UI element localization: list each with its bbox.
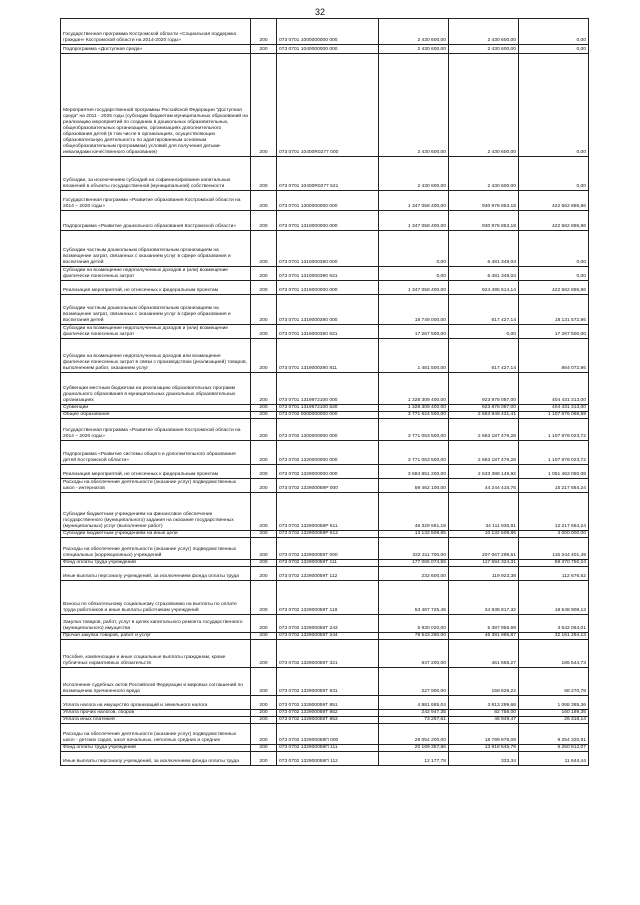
row-unexecuted-cell: 68 270,78 [519, 668, 589, 696]
row-code-cell: 200 [251, 267, 277, 281]
row-name-cell: Государственная программа «Развитие образования Костромской области на 2014 – 2020 годы» [61, 419, 251, 441]
row-approved-cell: 177 065 074,55 [379, 560, 449, 567]
row-approved-cell: 242 947,35 [379, 710, 449, 717]
row-name-cell: Субсидии на возмещение недополученных доходов и (или) возмещение фактически понесенных затрат [61, 325, 251, 339]
row-unexecuted-cell: 160 189,35 [519, 710, 589, 717]
row-code-cell: 200 [251, 633, 277, 640]
row-classification-cell: 073 0701 1310000000 000 [277, 211, 379, 231]
row-executed-cell: 2 663 187 476,28 [449, 419, 519, 441]
row-code-cell: 200 [251, 157, 277, 191]
row-name-cell: Субсидии, за исключением субсидий на софинансирование капитальных вложений в объекты государственной (муниципальной) собственности [61, 157, 251, 191]
row-executed-cell: 2 663 187 476,28 [449, 441, 519, 465]
row-code-cell: 200 [251, 211, 277, 231]
row-code-cell: 200 [251, 717, 277, 724]
table-row [61, 211, 589, 231]
row-code-cell: 200 [251, 567, 277, 581]
table-row [61, 493, 589, 531]
row-unexecuted-cell: 59 370 750,24 [519, 560, 589, 567]
table-row [61, 752, 589, 766]
table-row [61, 412, 589, 419]
table-row [61, 157, 589, 191]
row-code-cell: 200 [251, 493, 277, 531]
row-approved-cell: 227 900,00 [379, 668, 449, 696]
page-number: 32 [314, 7, 325, 17]
row-unexecuted-cell: 3 000 000,00 [519, 531, 589, 538]
row-code-cell: 200 [251, 581, 277, 615]
row-approved-cell: 2 430 600,00 [379, 157, 449, 191]
row-code-cell: 200 [251, 295, 277, 325]
row-code-cell: 200 [251, 668, 277, 696]
row-approved-cell: 12 177,78 [379, 752, 449, 766]
row-unexecuted-cell: 422 562 895,86 [519, 191, 589, 211]
row-code-cell: 200 [251, 560, 277, 567]
row-unexecuted-cell: 17 267 500,00 [519, 325, 589, 339]
row-code-cell: 200 [251, 231, 277, 267]
row-classification-cell: 073 0702 132900059T 243 [277, 615, 379, 633]
row-unexecuted-cell: 422 562 895,86 [519, 281, 589, 295]
row-code-cell: 200 [251, 615, 277, 633]
table-row [61, 373, 589, 405]
row-code-cell: 200 [251, 373, 277, 405]
row-executed-cell: 2 633 388 149,92 [449, 465, 519, 479]
row-executed-cell: 461 655,27 [449, 640, 519, 668]
row-classification-cell: 073 0702 1320000000 000 [277, 441, 379, 465]
row-executed-cell: 207 067 298,51 [449, 538, 519, 560]
row-approved-cell: 0,00 [379, 231, 449, 267]
table-row [61, 640, 589, 668]
row-unexecuted-cell: 18 548 908,13 [519, 581, 589, 615]
table-row [61, 724, 589, 745]
row-unexecuted-cell: 1 107 876 023,72 [519, 441, 589, 465]
table-row [61, 696, 589, 710]
row-code-cell: 200 [251, 531, 277, 538]
row-executed-cell: 18 799 879,09 [449, 724, 519, 745]
row-executed-cell: 923 878 087,00 [449, 405, 519, 412]
row-unexecuted-cell: 0,00 [519, 54, 589, 157]
row-name-cell: Расходы на обеспечение деятельности (оказание услуг) подведомственных школ - интернатов [61, 479, 251, 493]
row-code-cell: 200 [251, 479, 277, 493]
row-unexecuted-cell: 0,00 [519, 45, 589, 54]
row-executed-cell: 2 430 600,00 [449, 157, 519, 191]
row-classification-cell: 073 0701 1319000390 811 [277, 339, 379, 373]
row-approved-cell: 20 169 357,86 [379, 745, 449, 752]
row-classification-cell: 073 0702 132900059T 244 [277, 633, 379, 640]
row-classification-cell: 073 0702 1300000000 000 [277, 419, 379, 441]
row-unexecuted-cell: 3 542 064,01 [519, 615, 589, 633]
row-name-cell: Уплата прочих налогов, сборов [61, 710, 251, 717]
row-name-cell: Фонд оплаты труда учреждений [61, 745, 251, 752]
row-executed-cell: 930 976 853,18 [449, 211, 519, 231]
row-classification-cell: 073 0702 132900059T 111 [277, 560, 379, 567]
row-classification-cell: 073 0702 132900059P 000 [277, 479, 379, 493]
row-approved-cell: 4 881 685,04 [379, 696, 449, 710]
row-name-cell: Уплата иных платежей [61, 717, 251, 724]
row-code-cell: 200 [251, 281, 277, 295]
row-classification-cell: 073 0702 132900059П 000 [277, 724, 379, 745]
row-name-cell: Субсидии бюджетным учреждениям на иные цели [61, 531, 251, 538]
row-unexecuted-cell: 422 562 895,86 [519, 211, 589, 231]
row-approved-cell: 1 347 058 400,00 [379, 191, 449, 211]
row-executed-cell: 333,34 [449, 752, 519, 766]
row-code-cell: 200 [251, 191, 277, 211]
row-classification-cell: 073 0702 132900059T 831 [277, 668, 379, 696]
table-row [61, 339, 589, 373]
row-approved-cell: 73 267,61 [379, 717, 449, 724]
row-name-cell: Субвенции [61, 405, 251, 412]
row-name-cell: Расходы на обеспечение деятельности (оказание услуг) подведомственных школ - детских садов, школ начальных, неполных средних и средних [61, 724, 251, 745]
row-classification-cell: 073 0702 132900059T 852 [277, 710, 379, 717]
row-name-cell: Реализация мероприятий, не отнесенных к федеральным проектам [61, 465, 251, 479]
table-row [61, 281, 589, 295]
row-classification-cell: 073 0701 1319972100 530 [277, 405, 379, 412]
table-row [61, 295, 589, 325]
row-code-cell: 200 [251, 412, 277, 419]
row-executed-cell: 2 430 600,00 [449, 19, 519, 45]
table-row [61, 479, 589, 493]
row-approved-cell: 1 328 309 400,00 [379, 373, 449, 405]
row-executed-cell: 34 111 936,91 [449, 493, 519, 531]
row-approved-cell: 59 462 100,00 [379, 479, 449, 493]
row-executed-cell: 5 387 955,99 [449, 615, 519, 633]
table-row [61, 531, 589, 538]
row-classification-cell: 073 0701 1310000390 000 [277, 231, 379, 267]
row-name-cell: Общее образование [61, 412, 251, 419]
row-code-cell: 200 [251, 710, 277, 717]
row-unexecuted-cell: 0,00 [519, 267, 589, 281]
row-code-cell: 200 [251, 640, 277, 668]
row-executed-cell: 44 244 415,76 [449, 479, 519, 493]
table-row [61, 567, 589, 581]
table-row [61, 419, 589, 441]
row-name-cell: Прочая закупка товаров, работ и услуг [61, 633, 251, 640]
row-approved-cell: 13 132 508,85 [379, 531, 449, 538]
budget-execution-table [60, 18, 589, 766]
row-unexecuted-cell: 0,00 [519, 231, 589, 267]
row-executed-cell: 159 629,22 [449, 668, 519, 696]
row-name-cell: Иные выплаты персоналу учреждений, за исключением фонда оплаты труда [61, 752, 251, 766]
row-classification-cell: 073 0701 1300000000 000 [277, 191, 379, 211]
row-unexecuted-cell: 112 676,62 [519, 567, 589, 581]
row-name-cell: Государственная программа «Развитие образования Костромской области на 2014 – 2020 годы» [61, 191, 251, 211]
row-classification-cell: 073 0701 1319000390 631 [277, 325, 379, 339]
row-name-cell: Расходы на обеспечение деятельности (оказание услуг) подведомственных специальных (коррекционных) учреждений [61, 538, 251, 560]
row-executed-cell: 10 132 508,85 [449, 531, 519, 538]
table-row [61, 710, 589, 717]
table-row [61, 441, 589, 465]
row-code-cell: 200 [251, 752, 277, 766]
row-unexecuted-cell: 12 217 664,24 [519, 493, 589, 531]
table-row [61, 615, 589, 633]
row-name-cell: Исполнение судебных актов Российской Федерации и мировых соглашений по возмещению причиненного вреда [61, 668, 251, 696]
row-classification-cell: 073 0702 132900059T 119 [277, 581, 379, 615]
row-classification-cell: 073 0701 10400R0277 521 [277, 157, 379, 191]
row-unexecuted-cell: 1 051 463 050,08 [519, 465, 589, 479]
row-approved-cell: 1 328 309 400,00 [379, 405, 449, 412]
row-classification-cell: 073 0701 1319000390 000 [277, 295, 379, 325]
row-approved-cell: 2 430 600,00 [379, 19, 449, 45]
row-name-cell: Уплата налога на имущество организаций и земельного налога [61, 696, 251, 710]
row-executed-cell: 13 918 545,79 [449, 745, 519, 752]
row-executed-cell: 930 976 853,18 [449, 191, 519, 211]
row-classification-cell: 073 0702 132900059T 112 [277, 567, 379, 581]
row-name-cell: Субсидии на возмещение недополученных доходов или возмещение фактически понесенных затрат в связи с производством (реализацией) товаров, выполнением работ, оказанием услуг [61, 339, 251, 373]
row-approved-cell: 232 600,00 [379, 567, 449, 581]
row-approved-cell: 2 430 600,00 [379, 54, 449, 157]
table-row [61, 717, 589, 724]
row-name-cell: Иные выплаты персоналу учреждений, за исключением фонда оплаты труда [61, 567, 251, 581]
table-row [61, 581, 589, 615]
row-approved-cell: 1 347 058 400,00 [379, 211, 449, 231]
row-executed-cell: 617 427,14 [449, 339, 519, 373]
row-classification-cell: 073 0702 132900059T 321 [277, 640, 379, 668]
row-unexecuted-cell: 11 844,44 [519, 752, 589, 766]
row-classification-cell: 073 0701 1000000000 000 [277, 19, 379, 45]
row-executed-cell: 2 430 600,00 [449, 54, 519, 157]
row-approved-cell: 53 487 725,45 [379, 581, 449, 615]
row-executed-cell: 923 878 087,00 [449, 373, 519, 405]
table-row [61, 745, 589, 752]
row-name-cell: Субсидии на возмещение недополученных доходов и (или) возмещение фактически понесенных затрат [61, 267, 251, 281]
row-code-cell: 200 [251, 19, 277, 45]
row-unexecuted-cell: 0,00 [519, 19, 589, 45]
table-row [61, 633, 589, 640]
row-name-cell: Взносы по обязательному социальному страхованию на выплаты по оплате труда работников и иные выплаты работникам учреждений [61, 581, 251, 615]
row-executed-cell: 2 430 600,00 [449, 45, 519, 54]
row-executed-cell: 3 813 299,68 [449, 696, 519, 710]
row-unexecuted-cell: 115 244 401,49 [519, 538, 589, 560]
table-row [61, 54, 589, 157]
table-row [61, 325, 589, 339]
table-row [61, 465, 589, 479]
row-classification-cell: 073 0702 132900059T 000 [277, 538, 379, 560]
row-code-cell: 200 [251, 724, 277, 745]
row-approved-cell: 322 311 700,00 [379, 538, 449, 560]
row-classification-cell: 073 0701 1319000000 000 [277, 281, 379, 295]
table-body [61, 19, 589, 766]
table-row [61, 191, 589, 211]
row-name-cell: Субвенции местным бюджетам на реализацию образовательных программ дошкольного образования в муниципальных дошкольных образовательных организациях [61, 373, 251, 405]
table-row [61, 267, 589, 281]
row-unexecuted-cell: 18 131 572,86 [519, 295, 589, 325]
row-name-cell: Подпрограмма «Развитие дошкольного образования Костромской области» [61, 211, 251, 231]
row-classification-cell: 073 0702 132900059P 611 [277, 493, 379, 531]
row-name-cell: Субсидии частным дошкольным образовательным организациям на возмещение затрат, связанных с оказанием услуг в сфере образования и воспитания детей [61, 295, 251, 325]
row-unexecuted-cell: 1 107 876 023,72 [519, 419, 589, 441]
row-code-cell: 200 [251, 538, 277, 560]
table-row [61, 560, 589, 567]
row-name-cell: Мероприятия государственной программы Российской Федерации "Доступная среда" на 2011 - 2025 годы (субсидии бюджетам муниципальных образований на реализацию мероприятий по созданию в дошкольных образовательных, общеобразовательных организациях, организациях дополнительного образования детей (в том числе в организациях, осуществляющих образовательную деятельность по адаптированным основным общеобразовательным программам) условий для получения детьми-инвалидами качественного образования) [61, 54, 251, 157]
row-executed-cell: 82 758,00 [449, 710, 519, 717]
row-unexecuted-cell: 15 217 684,24 [519, 479, 589, 493]
row-approved-cell: 3 771 053 500,00 [379, 419, 449, 441]
row-executed-cell: 119 923,38 [449, 567, 519, 581]
row-classification-cell: 073 0701 1040000000 000 [277, 45, 379, 54]
row-executed-cell: 117 694 324,31 [449, 560, 519, 567]
row-approved-cell: 46 329 591,15 [379, 493, 449, 531]
row-classification-cell: 073 0702 132900059T 853 [277, 717, 379, 724]
row-name-cell: Реализация мероприятий, не отнесенных к федеральным проектам [61, 281, 251, 295]
row-name-cell: Субсидии бюджетным учреждениям на финансовое обеспечение государственного (муниципального) задания на оказание государственных (муниципальных) услуг (выполнение работ) [61, 493, 251, 531]
row-approved-cell: 28 054 200,00 [379, 724, 449, 745]
row-unexecuted-cell: 404 431 313,00 [519, 373, 589, 405]
row-classification-cell: 073 0702 132900059П 112 [277, 752, 379, 766]
table-row [61, 45, 589, 54]
row-approved-cell: 17 267 500,00 [379, 325, 449, 339]
row-name-cell: Подпрограмма «Развитие системы общего и дополнительного образования детей Костромской области» [61, 441, 251, 465]
row-name-cell: Государственная программа Костромской области «Социальная поддержка граждан» Костромской области на 2014-2020 годы» [61, 19, 251, 45]
row-code-cell: 200 [251, 325, 277, 339]
row-approved-cell: 647 200,00 [379, 640, 449, 668]
row-name-cell: Закупка товаров, работ, услуг в целях капитального ремонта государственного (муниципального) имущества [61, 615, 251, 633]
row-code-cell: 200 [251, 745, 277, 752]
row-executed-cell: 617 427,14 [449, 295, 519, 325]
row-classification-cell: 073 0701 10400R0277 000 [277, 54, 379, 157]
row-classification-cell: 073 0701 1319972100 000 [277, 373, 379, 405]
row-approved-cell: 2 430 600,00 [379, 45, 449, 54]
table-row [61, 19, 589, 45]
row-code-cell: 200 [251, 441, 277, 465]
row-code-cell: 200 [251, 419, 277, 441]
row-executed-cell: 6 481 349,04 [449, 231, 519, 267]
row-unexecuted-cell: 1 068 385,36 [519, 696, 589, 710]
row-code-cell: 200 [251, 405, 277, 412]
row-unexecuted-cell: 6 250 812,07 [519, 745, 589, 752]
row-executed-cell: 34 938 817,32 [449, 581, 519, 615]
row-approved-cell: 3 771 063 500,00 [379, 441, 449, 465]
table-row [61, 668, 589, 696]
row-classification-cell: 073 0702 132900059P 612 [277, 531, 379, 538]
row-name-cell: Субсидии частным дошкольным образовательным организациям на возмещение затрат, связанных с оказанием услуг в сфере образования и воспитания детей [61, 231, 251, 267]
row-unexecuted-cell: 185 544,73 [519, 640, 589, 668]
row-classification-cell: 073 0702 0000000000 000 [277, 412, 379, 419]
row-unexecuted-cell: 26 318,14 [519, 717, 589, 724]
row-classification-cell: 073 0701 1310000390 631 [277, 267, 379, 281]
row-approved-cell: 5 930 020,00 [379, 615, 449, 633]
row-unexecuted-cell: 864 072,86 [519, 339, 589, 373]
row-approved-cell: 1 481 500,00 [379, 339, 449, 373]
table-row [61, 231, 589, 267]
row-unexecuted-cell: 404 431 313,00 [519, 405, 589, 412]
row-approved-cell: 3 771 624 500,00 [379, 412, 449, 419]
row-unexecuted-cell: 1 107 676 068,59 [519, 412, 589, 419]
row-classification-cell: 073 0702 132900059T 851 [277, 696, 379, 710]
row-approved-cell: 0,00 [379, 267, 449, 281]
row-unexecuted-cell: 0,00 [519, 157, 589, 191]
row-name-cell: Подпрограмма «Доступная среда» [61, 45, 251, 54]
row-executed-cell: 6 481 349,04 [449, 267, 519, 281]
row-executed-cell: 924 495 514,14 [449, 281, 519, 295]
row-approved-cell: 1 347 058 400,00 [379, 281, 449, 295]
table-row [61, 405, 589, 412]
row-executed-cell: 46 949,47 [449, 717, 519, 724]
row-executed-cell: 46 381 985,87 [449, 633, 519, 640]
row-code-cell: 200 [251, 696, 277, 710]
row-name-cell: Пособия, компенсации и иные социальные выплаты гражданам, кроме публичных нормативных обязательств [61, 640, 251, 668]
row-executed-cell: 2 663 948 431,41 [449, 412, 519, 419]
row-code-cell: 200 [251, 45, 277, 54]
row-approved-cell: 3 684 851 200,00 [379, 465, 449, 479]
row-approved-cell: 18 749 000,00 [379, 295, 449, 325]
row-unexecuted-cell: 32 161 294,13 [519, 633, 589, 640]
row-unexecuted-cell: 9 254 320,91 [519, 724, 589, 745]
row-approved-cell: 78 543 280,00 [379, 633, 449, 640]
row-code-cell: 200 [251, 339, 277, 373]
row-name-cell: Фонд оплаты труда учреждений [61, 560, 251, 567]
row-classification-cell: 073 0702 1329000000 000 [277, 465, 379, 479]
row-code-cell: 200 [251, 54, 277, 157]
table-row [61, 538, 589, 560]
row-classification-cell: 073 0702 132900059П 111 [277, 745, 379, 752]
row-executed-cell: 0,00 [449, 325, 519, 339]
row-code-cell: 200 [251, 465, 277, 479]
